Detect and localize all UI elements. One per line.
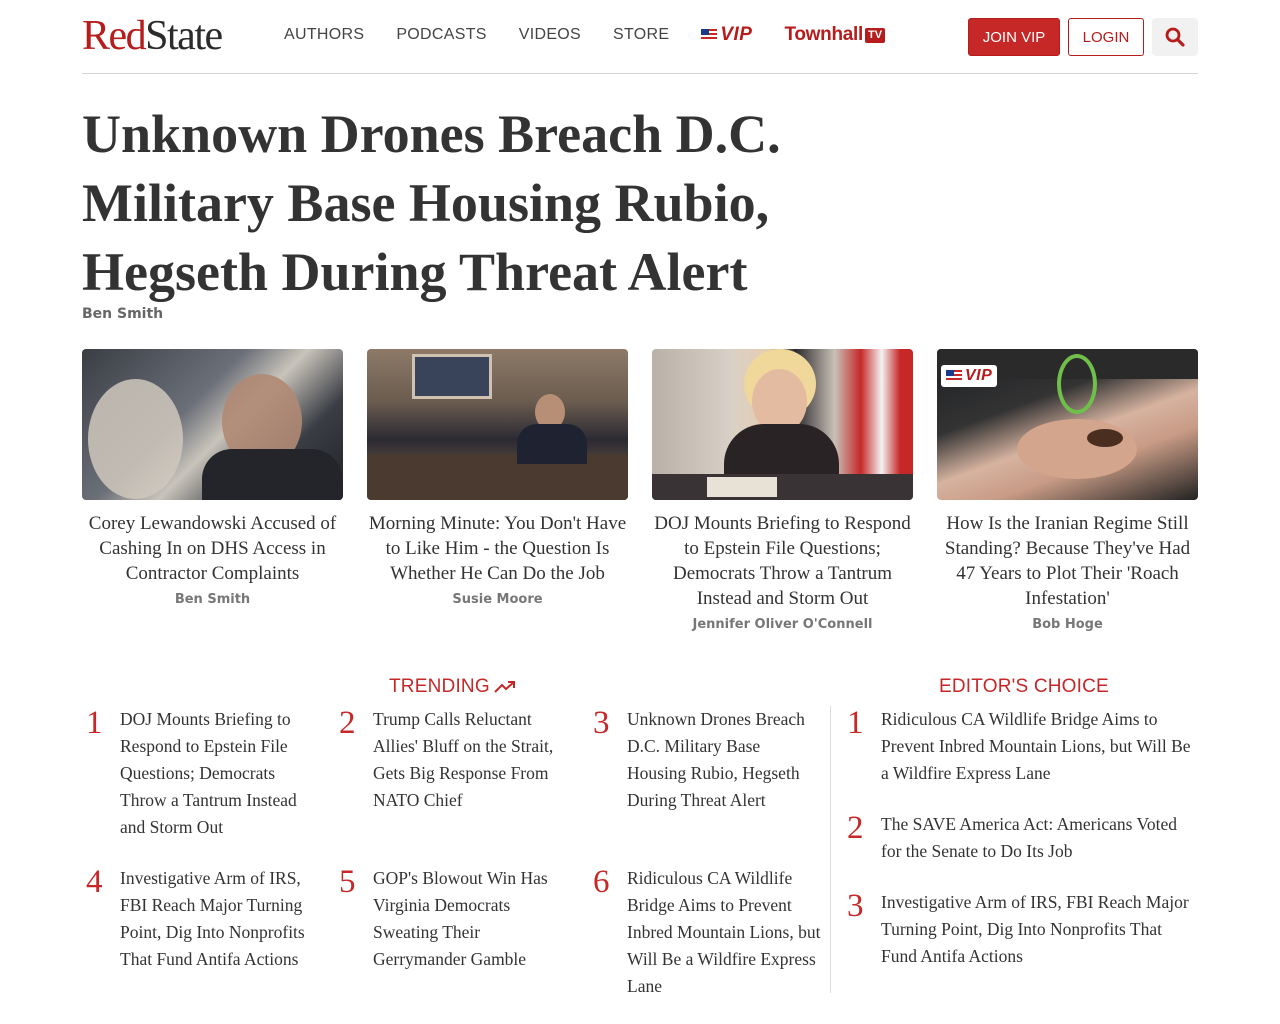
trending-item[interactable] bbox=[82, 706, 316, 841]
column-divider bbox=[830, 706, 831, 993]
article-title[interactable]: Corey Lewandowski Accused of Cashing In on DHS Access in Contractor Complaints bbox=[88, 513, 337, 584]
rank-number: 1 bbox=[847, 705, 864, 741]
login-button[interactable]: LOGIN bbox=[1068, 18, 1144, 56]
tv-badge: TV bbox=[865, 28, 885, 43]
editors-choice-item[interactable] bbox=[843, 811, 1201, 865]
trending-item[interactable] bbox=[82, 865, 316, 973]
article-thumbnail[interactable] bbox=[652, 349, 913, 500]
editors-choice-item[interactable] bbox=[843, 706, 1201, 787]
article-author[interactable]: Jennifer Oliver O'Connell bbox=[692, 617, 873, 632]
nav-townhall-tv[interactable] bbox=[784, 24, 885, 46]
article-thumbnail[interactable] bbox=[937, 349, 1198, 500]
join-vip-button[interactable]: JOIN VIP bbox=[968, 18, 1060, 56]
rank-number: 5 bbox=[339, 864, 356, 900]
trending-item[interactable] bbox=[589, 706, 823, 814]
article-card[interactable] bbox=[937, 349, 1198, 632]
rank-number: 2 bbox=[339, 705, 356, 741]
nav-videos[interactable]: VIDEOS bbox=[518, 26, 582, 43]
us-flag-icon bbox=[946, 370, 962, 382]
site-logo[interactable] bbox=[82, 12, 222, 60]
rank-number: 4 bbox=[86, 864, 103, 900]
editors-choice-link[interactable]: Ridiculous CA Wildlife Bridge Aims to Prevent Inbred Mountain Lions, but Will Be a Wildfire Express Lane bbox=[881, 709, 1191, 783]
trending-link[interactable]: Investigative Arm of IRS, FBI Reach Major Turning Point, Dig Into Nonprofits That Fund Antifa Actions bbox=[120, 868, 305, 969]
headline-author[interactable]: Ben Smith bbox=[82, 306, 164, 322]
article-card[interactable] bbox=[367, 349, 628, 632]
nav-store[interactable]: STORE bbox=[613, 26, 670, 43]
rank-number: 6 bbox=[593, 864, 610, 900]
trending-up-icon bbox=[494, 680, 516, 694]
trending-heading bbox=[389, 676, 516, 698]
featured-cards bbox=[82, 349, 1198, 632]
rank-number: 1 bbox=[86, 705, 103, 741]
article-card[interactable] bbox=[652, 349, 913, 632]
editors-choice-item[interactable] bbox=[843, 889, 1201, 970]
trending-link[interactable]: GOP's Blowout Win Has Virginia Democrats Sweating Their Gerrymander Gamble bbox=[373, 868, 548, 969]
article-card[interactable] bbox=[82, 349, 343, 632]
article-author[interactable]: Ben Smith bbox=[174, 592, 251, 607]
editors-choice-link[interactable]: The SAVE America Act: Americans Voted for the Senate to Do Its Job bbox=[881, 814, 1177, 861]
rank-number: 2 bbox=[847, 810, 864, 846]
vip-badge-label: VIP bbox=[965, 367, 993, 384]
article-author[interactable]: Bob Hoge bbox=[1032, 617, 1103, 632]
trending-title: TRENDING bbox=[389, 676, 490, 697]
vip-label: VIP bbox=[720, 24, 753, 45]
trending-item[interactable] bbox=[335, 865, 569, 973]
trending-item[interactable] bbox=[335, 706, 569, 814]
logo-red-text: Red bbox=[82, 13, 146, 59]
nav-podcasts[interactable]: PODCASTS bbox=[396, 26, 487, 43]
nav-authors[interactable]: AUTHORS bbox=[284, 26, 365, 43]
rank-number: 3 bbox=[593, 705, 610, 741]
search-button[interactable] bbox=[1152, 18, 1198, 56]
article-title[interactable]: Morning Minute: You Don't Have to Like Him - the Question Is Whether He Can Do the Job bbox=[368, 513, 627, 584]
trending-link[interactable]: Trump Calls Reluctant Allies' Bluff on the Strait, Gets Big Response From NATO Chief bbox=[373, 709, 554, 810]
article-thumbnail[interactable] bbox=[82, 349, 343, 500]
editors-choice-heading: EDITOR'S CHOICE bbox=[939, 676, 1109, 697]
article-title[interactable]: DOJ Mounts Briefing to Respond to Epstein File Questions; Democrats Throw a Tantrum Instead and Storm Out bbox=[654, 513, 911, 609]
search-icon bbox=[1165, 27, 1185, 47]
trending-link[interactable]: DOJ Mounts Briefing to Respond to Epstein File Questions; Democrats Throw a Tantrum Instead and Storm Out bbox=[120, 709, 297, 837]
article-title[interactable]: How Is the Iranian Regime Still Standing? Because They've Had 47 Years to Plot Their 'Roach Infestation' bbox=[944, 513, 1191, 609]
article-thumbnail[interactable] bbox=[367, 349, 628, 500]
logo-dark-text: State bbox=[145, 13, 222, 59]
us-flag-icon bbox=[701, 29, 717, 41]
main-headline[interactable]: Unknown Drones Breach D.C. Military Base Housing Rubio, Hegseth During Threat Alert bbox=[82, 104, 781, 302]
editors-choice-link[interactable]: Investigative Arm of IRS, FBI Reach Major Turning Point, Dig Into Nonprofits That Fund Antifa Actions bbox=[881, 892, 1189, 966]
townhall-label: Townhall bbox=[784, 24, 863, 45]
vip-badge bbox=[941, 365, 997, 387]
trending-item[interactable] bbox=[589, 865, 823, 1000]
trending-link[interactable]: Unknown Drones Breach D.C. Military Base Housing Rubio, Hegseth During Threat Alert bbox=[627, 709, 805, 810]
nav-vip[interactable] bbox=[701, 24, 752, 46]
main-nav bbox=[284, 24, 885, 46]
rank-number: 3 bbox=[847, 888, 864, 924]
site-header bbox=[82, 0, 1198, 74]
trending-link[interactable]: Ridiculous CA Wildlife Bridge Aims to Prevent Inbred Mountain Lions, but Will Be a Wildfire Express Lane bbox=[627, 868, 821, 996]
article-author[interactable]: Susie Moore bbox=[452, 592, 543, 607]
